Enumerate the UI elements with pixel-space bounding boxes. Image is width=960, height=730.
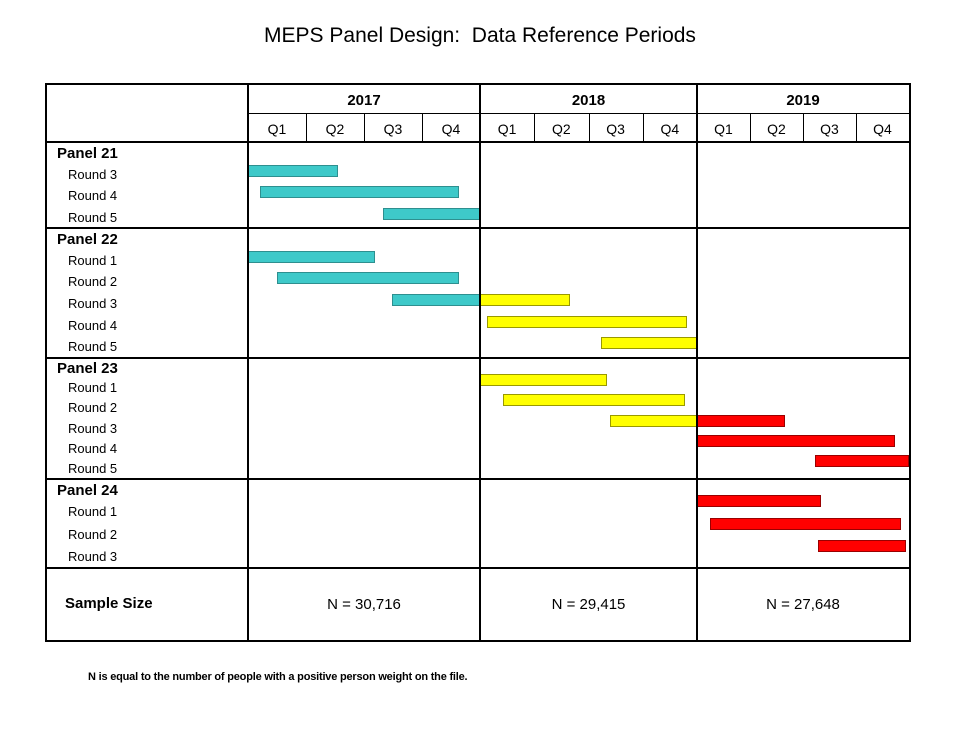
gantt-bar-segment xyxy=(697,435,895,447)
gantt-bar-segment xyxy=(480,374,607,386)
quarter-divider-line xyxy=(589,113,590,142)
panel-label: Panel 24 xyxy=(57,482,118,499)
quarter-header: Q3 xyxy=(383,120,403,137)
year-boundary-line xyxy=(479,85,481,640)
round-label: Round 1 xyxy=(68,252,118,268)
quarter-header: Q2 xyxy=(552,120,571,137)
year-boundary-line xyxy=(696,85,698,640)
quarter-header: Q2 xyxy=(767,120,786,137)
quarter-header: Q4 xyxy=(873,120,892,137)
quarter-divider-line xyxy=(364,113,365,142)
sample-size-label: Sample Size xyxy=(65,595,153,612)
quarter-divider-line xyxy=(803,113,804,142)
quarter-header: Q3 xyxy=(820,120,839,137)
quarter-header: Q1 xyxy=(714,120,733,137)
round-label: Round 5 xyxy=(68,209,118,225)
quarter-header: Q4 xyxy=(441,120,461,137)
round-label: Round 2 xyxy=(68,400,118,416)
year-header: 2018 xyxy=(571,91,606,109)
round-label: Round 5 xyxy=(68,460,118,476)
quarter-divider-line xyxy=(750,113,751,142)
round-label: Round 3 xyxy=(68,296,118,311)
round-label: Round 2 xyxy=(68,274,118,290)
quarter-header: Q4 xyxy=(660,120,680,137)
year-header: 2017 xyxy=(347,91,381,109)
quarter-divider-line xyxy=(306,113,307,142)
gantt-bar-segment xyxy=(248,165,338,177)
round-label: Round 4 xyxy=(68,317,118,333)
gantt-bar-segment xyxy=(815,455,909,467)
section-divider-line xyxy=(47,357,909,359)
gantt-bar-segment xyxy=(697,495,821,507)
gantt-bar-segment xyxy=(277,272,459,284)
round-label: Round 1 xyxy=(68,380,118,396)
quarter-header: Q3 xyxy=(606,120,625,137)
section-divider-line xyxy=(47,227,909,229)
year-boundary-line xyxy=(247,85,249,640)
gantt-bar-segment xyxy=(710,518,901,530)
gantt-bar-segment xyxy=(383,208,480,220)
gantt-bar-segment xyxy=(487,316,687,328)
round-label: Round 3 xyxy=(68,166,118,182)
gantt-bar-segment xyxy=(503,394,685,406)
gantt-bar-segment xyxy=(610,415,697,427)
footnote: N is equal to the number of people with a positive person weight on the file. xyxy=(88,671,468,683)
panel-label: Panel 21 xyxy=(57,145,118,162)
gantt-bar-segment xyxy=(697,415,785,427)
gantt-bar-segment xyxy=(260,186,459,198)
quarter-divider-line xyxy=(856,113,857,142)
header-divider-line xyxy=(248,113,909,114)
panel-label: Panel 22 xyxy=(57,231,118,248)
sample-size-value: N = 30,716 xyxy=(327,595,401,613)
section-divider-line xyxy=(47,567,909,569)
section-divider-line xyxy=(47,478,909,480)
year-header: 2019 xyxy=(786,91,820,109)
round-label: Round 3 xyxy=(68,420,118,436)
sample-size-value: N = 29,415 xyxy=(551,595,626,613)
round-label: Round 1 xyxy=(68,504,118,520)
page-title: MEPS Panel Design: Data Reference Periods xyxy=(264,24,696,47)
quarter-divider-line xyxy=(643,113,644,142)
quarter-divider-line xyxy=(534,113,535,142)
quarter-header: Q1 xyxy=(497,120,517,137)
round-label: Round 3 xyxy=(68,548,118,564)
panel-label: Panel 23 xyxy=(57,360,118,377)
panel-design-table xyxy=(45,83,911,642)
gantt-bar-segment xyxy=(248,251,375,263)
quarter-header: Q2 xyxy=(325,120,345,137)
gantt-bar-segment xyxy=(480,294,570,306)
section-divider-line xyxy=(47,141,909,143)
gantt-bar-segment xyxy=(392,294,480,306)
round-label: Round 5 xyxy=(68,339,118,355)
gantt-bar-segment xyxy=(818,540,907,552)
quarter-divider-line xyxy=(422,113,423,142)
quarter-header: Q1 xyxy=(267,120,287,137)
round-label: Round 4 xyxy=(68,188,118,203)
round-label: Round 2 xyxy=(68,526,118,542)
round-label: Round 4 xyxy=(68,440,118,456)
sample-size-value: N = 27,648 xyxy=(766,595,840,613)
gantt-bar-segment xyxy=(601,337,697,349)
